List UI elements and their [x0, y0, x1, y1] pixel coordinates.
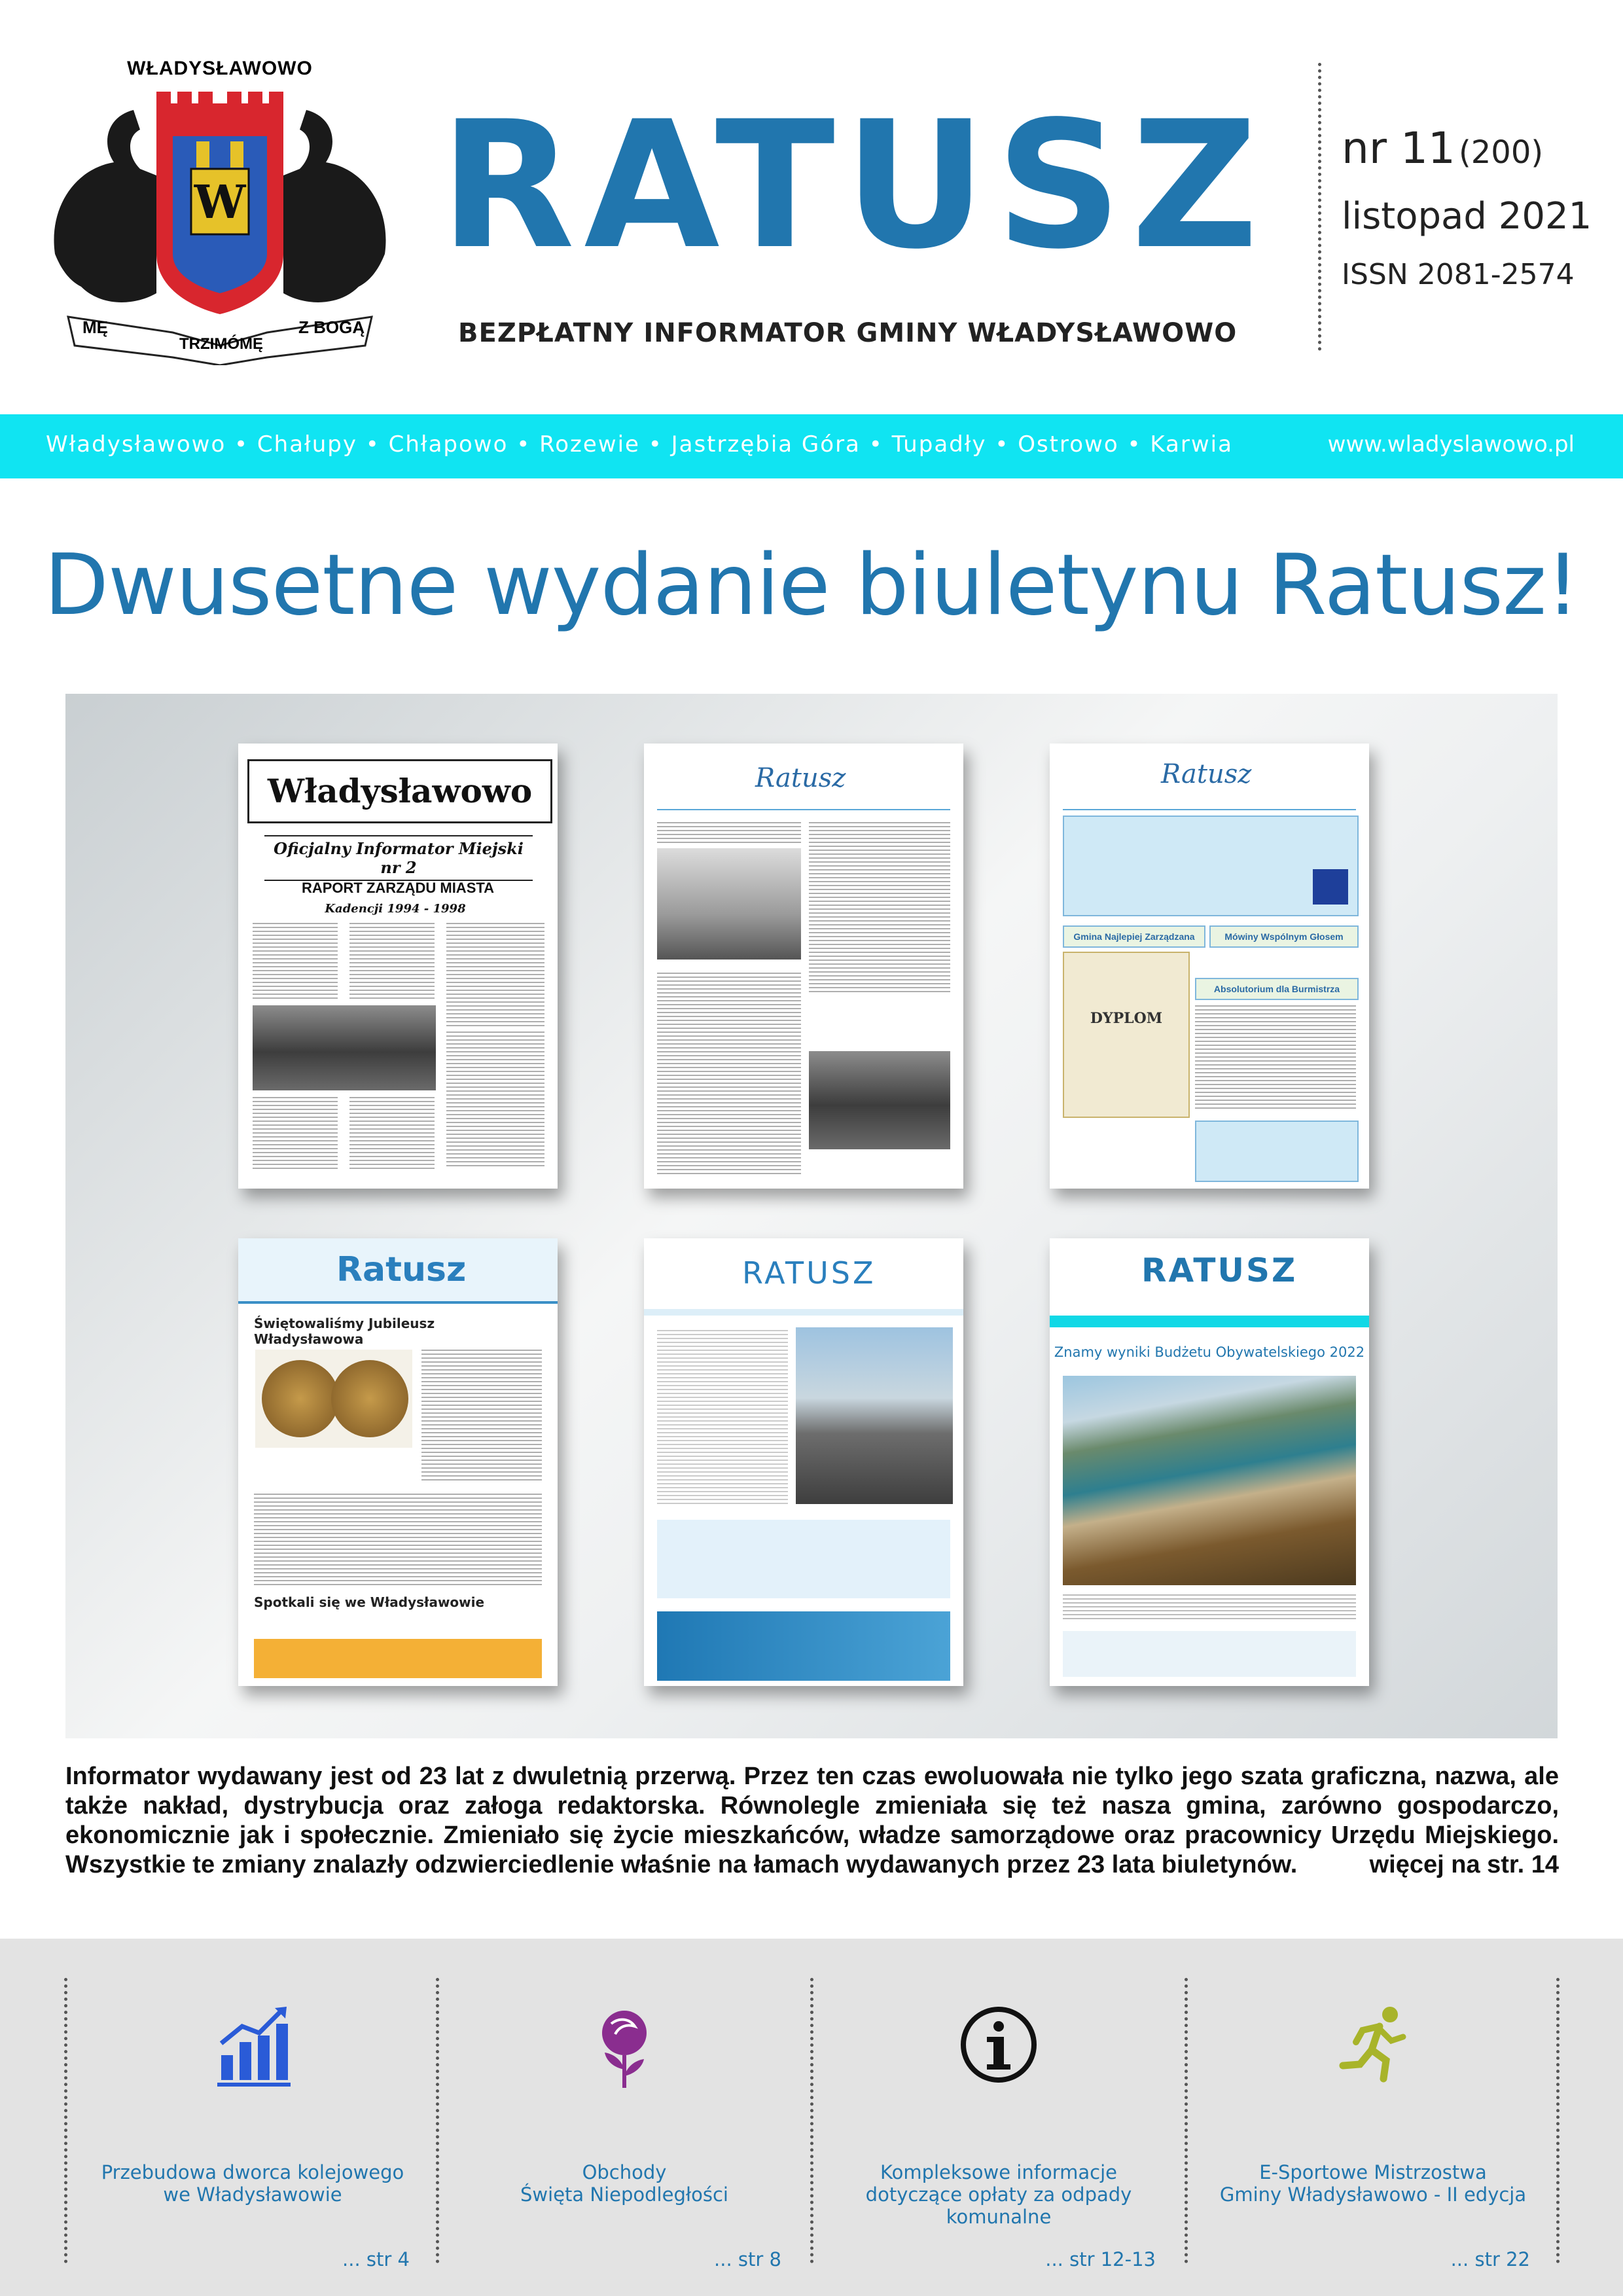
- cover6-band: [1050, 1316, 1369, 1327]
- cover1-period: Kadencji 1994 - 1998: [325, 902, 466, 916]
- cover4-text: [421, 1350, 542, 1480]
- locality-item: Władysławowo: [46, 431, 226, 457]
- cover4-headline: Świętowaliśmy Jubileusz Władysławowa: [254, 1316, 435, 1347]
- cover-ratusz-early: [644, 744, 963, 1189]
- cover1-text: [253, 1097, 338, 1169]
- header-divider: [1318, 63, 1321, 351]
- issue-number: [1342, 123, 1543, 173]
- cover4-second-headline: Spotkali się we Władysławowie: [254, 1594, 485, 1610]
- cover5-icons-bar: [657, 1520, 950, 1598]
- runner-icon: [1334, 2004, 1412, 2089]
- locality-item: Rozewie: [539, 431, 640, 457]
- cover3-box3: Absolutorium dla Burmistrza: [1195, 978, 1359, 1000]
- info-icon: [959, 2004, 1038, 2089]
- issn: ISSN 2081-2574: [1342, 258, 1575, 291]
- cover4-coins-photo: [255, 1350, 412, 1448]
- town-crest: [42, 58, 398, 365]
- locality-separator: •: [226, 431, 257, 457]
- lead-paragraph: [65, 1762, 1559, 1880]
- issue-nr: nr 11: [1342, 123, 1455, 173]
- crest-motto-left: MĘ: [82, 317, 108, 337]
- cover1-text: [349, 923, 435, 1001]
- cover-ratusz-2013: [238, 1238, 558, 1686]
- crest-motto-center: TRZIMÓMĘ: [179, 335, 263, 353]
- cover3-text: [1195, 1005, 1356, 1110]
- teaser-text: Kompleksowe informacje dotyczące opłaty za odpady komunalne: [865, 2161, 1132, 2228]
- cover2-header: [657, 754, 950, 810]
- cover2-photo-boat: [657, 848, 801, 960]
- main-headline: Dwusetne wydanie biuletynu Ratusz!: [44, 537, 1579, 634]
- cover3-intro-box: [1063, 816, 1359, 916]
- locality-item: Jastrzębia Góra: [671, 431, 861, 457]
- cover6-text: [1063, 1594, 1356, 1621]
- locality-separator: •: [860, 431, 892, 457]
- cover3-box2: Mówiny Wspólnym Głosem: [1209, 925, 1359, 948]
- teaser-page: ... str 12-13: [1045, 2248, 1156, 2270]
- locality-separator: •: [986, 431, 1018, 457]
- cover6-headline: Znamy wyniki Budżetu Obywatelskiego 2022: [1054, 1344, 1365, 1360]
- cover4-header: [238, 1238, 558, 1304]
- footer-divider: [436, 1978, 439, 2263]
- cover1-title: Władysławowo: [247, 759, 552, 823]
- teaser-text: Obchody Święta Niepodległości: [520, 2161, 728, 2206]
- cover1-text: [446, 923, 544, 1028]
- locality-separator: •: [508, 431, 540, 457]
- cover6-icons-bar: [1063, 1631, 1356, 1677]
- coin-icon: [262, 1360, 339, 1437]
- cover2-photo-group: [809, 1051, 950, 1149]
- cover1-text: [446, 1031, 544, 1169]
- coin-icon: [331, 1360, 408, 1437]
- cover3-account-box: [1195, 1121, 1359, 1182]
- cover5-photo-road: [796, 1327, 953, 1504]
- masthead-subtitle: BEZPŁATNY INFORMATOR GMINY WŁADYSŁAWOWO: [458, 318, 1238, 348]
- locality-separator: •: [639, 431, 671, 457]
- lead-text: Informator wydawany jest od 23 lat z dwuletnią przerwą. Przez ten czas ewoluowała nie tylko jego szata graficzna, nazwa, ale także nakład, dystrybucja oraz załoga redaktorska. Równolegle zmieniała się też nasza gmina, zarówno gospodarczo, ekonomicznie jak i społecznie. Zmieniało się życie mieszkańców, władze samorządowe oraz pracownicy Urzędu Miejskiego. Wszystkie te zmiany znalazły odzwierciedlenie właśnie na łamach wydawanych przez 23 lata biuletynów.: [65, 1763, 1559, 1878]
- issue-seq: (200): [1459, 134, 1544, 171]
- cover2-text: [657, 822, 801, 846]
- locality-item: Chałupy: [257, 431, 357, 457]
- cover2-text: [657, 973, 801, 1175]
- cover1-subtitle: Oficjalny Informator Miejski nr 2: [264, 835, 533, 881]
- eu-flag-icon: [1313, 869, 1348, 905]
- cover1-heading: RAPORT ZARZĄDU MIASTA: [301, 880, 495, 896]
- cover6-title: RATUSZ: [1141, 1251, 1298, 1289]
- cover2-text: [809, 822, 950, 992]
- cover4-banner: [254, 1639, 542, 1678]
- locality-item: Tupadły: [891, 431, 987, 457]
- issue-date: listopad 2021: [1342, 195, 1592, 238]
- read-more-link[interactable]: więcej na str. 14: [1369, 1851, 1559, 1878]
- locality-separator: •: [357, 431, 389, 457]
- footer-divider: [64, 1978, 67, 2263]
- cover-ratusz-2021-10: [1050, 1238, 1369, 1686]
- cover1-text: [349, 1097, 435, 1169]
- masthead-title: RATUSZ: [440, 84, 1268, 288]
- crest-town-name: WŁADYSŁAWOWO: [127, 58, 313, 79]
- cover3-title: Ratusz: [1161, 759, 1252, 789]
- localities-list: [46, 431, 1233, 457]
- cover4-title: Ratusz: [336, 1250, 467, 1289]
- teaser-page: ... str 22: [1450, 2248, 1530, 2270]
- cover5-title: RATUSZ: [742, 1255, 876, 1291]
- cover5-beach-banner: [657, 1611, 950, 1681]
- cover-ratusz-2015: [644, 1238, 963, 1686]
- teasers-footer: [0, 1939, 1623, 2296]
- cover2-title: Ratusz: [755, 763, 846, 793]
- footer-divider: [1185, 1978, 1188, 2263]
- website-link[interactable]: www.wladyslawowo.pl: [1327, 431, 1575, 457]
- cover3-diploma: DYPLOM: [1063, 952, 1190, 1118]
- cover1-text: [253, 923, 338, 1001]
- cover5-text: [657, 1330, 788, 1507]
- cover3-box1: Gmina Najlepiej Zarządzana: [1063, 925, 1205, 948]
- svg-text:W: W: [194, 175, 246, 229]
- locality-item: Karwia: [1150, 431, 1233, 457]
- teaser-page: ... str 4: [342, 2248, 410, 2270]
- bar-chart-icon: [213, 2004, 292, 2089]
- locality-separator: •: [1118, 431, 1150, 457]
- cover5-strip: [644, 1309, 963, 1316]
- cover4-text: [254, 1494, 542, 1585]
- footer-divider: [810, 1978, 813, 2263]
- teaser-page: ... str 8: [714, 2248, 781, 2270]
- localities-band: [0, 414, 1623, 478]
- footer-divider: [1556, 1978, 1560, 2263]
- cover3-header: [1063, 754, 1356, 810]
- teaser-text: E-Sportowe Mistrzostwa Gminy Władysławowo - II edycja: [1219, 2161, 1527, 2206]
- teaser-text: Przebudowa dworca kolejowego we Władysławowie: [101, 2161, 404, 2206]
- cover-1998: [238, 744, 558, 1189]
- crest-motto-right: Z BOGĄ: [298, 317, 365, 337]
- locality-item: Ostrowo: [1018, 431, 1119, 457]
- cover-ratusz-2009: [1050, 744, 1369, 1189]
- flower-icon: [585, 2004, 664, 2089]
- locality-item: Chłapowo: [388, 431, 508, 457]
- covers-photo: [65, 694, 1558, 1738]
- cover1-photo: [253, 1005, 436, 1090]
- cover6-photo-aerial: [1063, 1376, 1356, 1585]
